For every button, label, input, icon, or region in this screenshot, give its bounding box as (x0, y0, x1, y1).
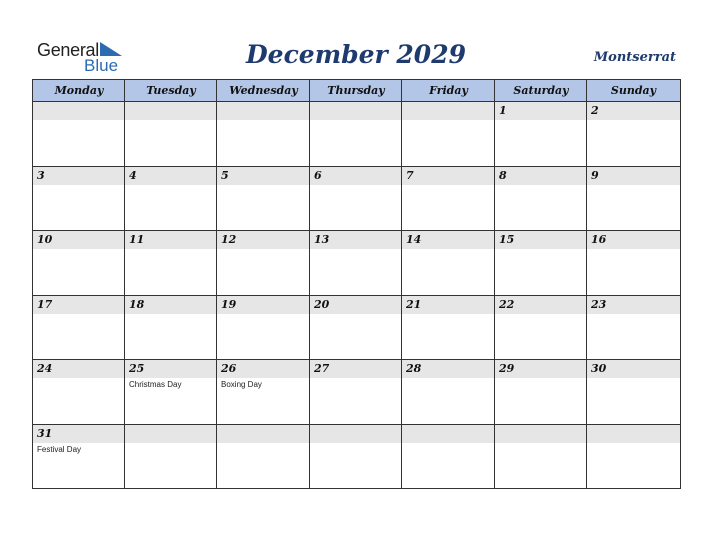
day-number: 4 (129, 169, 137, 182)
weekday-header (33, 80, 680, 102)
empty-day-cell (217, 425, 310, 488)
day-cell-9 (587, 167, 680, 231)
holiday-label: Festival Day (37, 445, 82, 454)
row-divider (33, 359, 680, 360)
day-cell-23 (587, 296, 680, 360)
row-divider (33, 424, 680, 425)
day-number: 3 (37, 169, 45, 182)
holiday-label: Boxing Day (221, 380, 262, 389)
day-number-band (310, 102, 402, 120)
day-number-band (402, 425, 495, 443)
day-number: 13 (314, 233, 330, 246)
week-row (33, 360, 680, 425)
day-number: 10 (37, 233, 53, 246)
day-number-band (495, 167, 587, 185)
day-number: 2 (591, 104, 599, 117)
day-number: 20 (314, 298, 330, 311)
day-number: 27 (314, 362, 330, 375)
week-row (33, 231, 680, 296)
empty-day-cell (310, 102, 402, 167)
empty-day-cell (402, 425, 495, 488)
day-number: 14 (406, 233, 422, 246)
day-cell-29 (495, 360, 587, 425)
week-row (33, 167, 680, 231)
empty-day-cell (310, 425, 402, 488)
day-number-band (402, 102, 495, 120)
row-divider (33, 295, 680, 296)
weekday-tuesday: Tuesday (146, 84, 196, 97)
day-number-band (33, 167, 125, 185)
day-number: 31 (37, 427, 53, 440)
day-number: 28 (406, 362, 422, 375)
day-number: 16 (591, 233, 607, 246)
day-number-band (495, 425, 587, 443)
day-number: 11 (129, 233, 145, 246)
day-number: 6 (314, 169, 322, 182)
day-cell-25 (125, 360, 217, 425)
day-number: 8 (499, 169, 507, 182)
day-number: 26 (221, 362, 237, 375)
column-divider (401, 80, 402, 488)
day-cell-4 (125, 167, 217, 231)
weekday-sunday: Sunday (610, 84, 657, 97)
day-number-band (587, 425, 680, 443)
day-cell-6 (310, 167, 402, 231)
calendar-title: December 2029 (245, 40, 466, 69)
empty-day-cell (33, 102, 125, 167)
logo-blue-text: Blue (84, 56, 119, 75)
day-cell-20 (310, 296, 402, 360)
day-cell-27 (310, 360, 402, 425)
day-cell-3 (33, 167, 125, 231)
day-cell-15 (495, 231, 587, 296)
day-number: 15 (499, 233, 515, 246)
day-number-band (33, 102, 125, 120)
day-cell-24 (33, 360, 125, 425)
day-number-band (125, 102, 217, 120)
day-cell-18 (125, 296, 217, 360)
day-cell-22 (495, 296, 587, 360)
day-cell-5 (217, 167, 310, 231)
day-cell-26 (217, 360, 310, 425)
logo-general-text: General (37, 40, 99, 60)
row-divider (33, 101, 680, 102)
weekday-monday: Monday (54, 84, 104, 97)
day-cell-8 (495, 167, 587, 231)
day-number-band (217, 425, 310, 443)
day-number: 7 (406, 169, 414, 182)
column-divider (124, 80, 125, 488)
day-number-band (217, 167, 310, 185)
day-number-band (125, 425, 217, 443)
day-cell-12 (217, 231, 310, 296)
day-cell-16 (587, 231, 680, 296)
weekday-saturday: Saturday (513, 84, 569, 97)
day-cell-10 (33, 231, 125, 296)
column-divider (216, 80, 217, 488)
row-divider (33, 230, 680, 231)
day-number: 19 (221, 298, 237, 311)
weekday-wednesday: Wednesday (229, 84, 298, 97)
weekday-thursday: Thursday (327, 84, 385, 97)
day-number: 5 (221, 169, 229, 182)
day-cell-31 (33, 425, 125, 488)
week-row (33, 102, 680, 167)
day-number: 24 (37, 362, 53, 375)
day-number-band (402, 167, 495, 185)
calendar-grid (32, 79, 681, 489)
day-cell-19 (217, 296, 310, 360)
column-divider (494, 80, 495, 488)
week-row (33, 425, 680, 488)
day-cell-30 (587, 360, 680, 425)
day-number: 9 (591, 169, 599, 182)
empty-day-cell (402, 102, 495, 167)
holiday-label: Christmas Day (129, 380, 182, 389)
weekday-friday: Friday (429, 84, 468, 97)
country-name: Montserrat (593, 50, 676, 65)
day-cell-28 (402, 360, 495, 425)
day-number: 18 (129, 298, 145, 311)
row-divider (33, 166, 680, 167)
day-number-band (587, 167, 680, 185)
day-number: 23 (591, 298, 607, 311)
day-number-band (587, 102, 680, 120)
day-number: 29 (499, 362, 515, 375)
day-number: 1 (499, 104, 507, 117)
day-number-band (217, 102, 310, 120)
day-cell-2 (587, 102, 680, 167)
column-divider (586, 80, 587, 488)
column-divider (309, 80, 310, 488)
day-cell-7 (402, 167, 495, 231)
empty-day-cell (125, 425, 217, 488)
day-number: 17 (37, 298, 53, 311)
empty-day-cell (125, 102, 217, 167)
day-cell-1 (495, 102, 587, 167)
day-number-band (495, 102, 587, 120)
empty-day-cell (495, 425, 587, 488)
empty-day-cell (587, 425, 680, 488)
day-cell-17 (33, 296, 125, 360)
day-number-band (125, 167, 217, 185)
day-cell-14 (402, 231, 495, 296)
empty-day-cell (217, 102, 310, 167)
day-number: 30 (591, 362, 607, 375)
day-number: 25 (129, 362, 145, 375)
day-number-band (310, 425, 402, 443)
day-number: 21 (406, 298, 422, 311)
day-number: 12 (221, 233, 237, 246)
day-cell-11 (125, 231, 217, 296)
day-number-band (310, 167, 402, 185)
week-row (33, 296, 680, 360)
day-number: 22 (499, 298, 515, 311)
day-cell-13 (310, 231, 402, 296)
day-cell-21 (402, 296, 495, 360)
